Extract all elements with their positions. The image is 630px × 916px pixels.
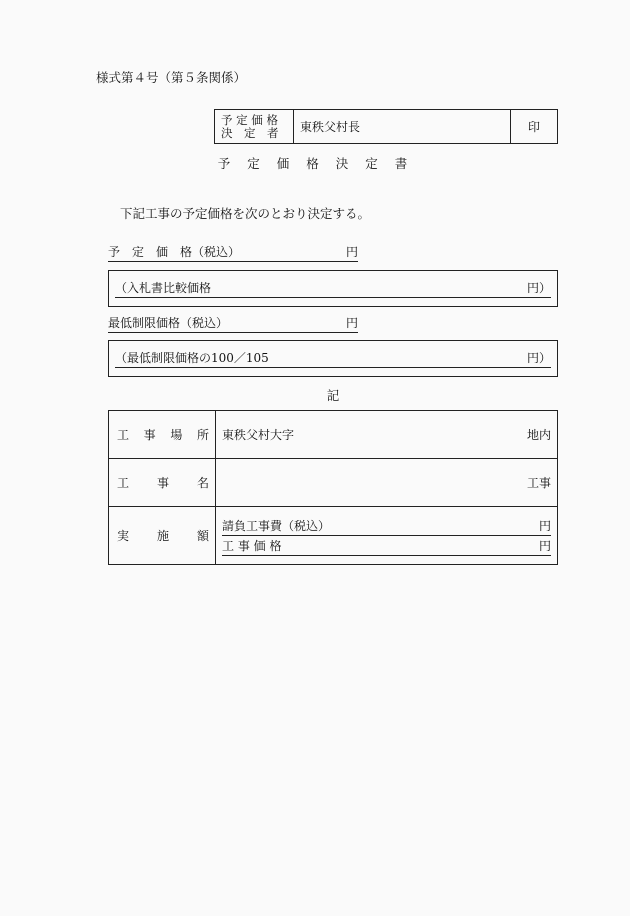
location-header: 工 事 場 所 [109,411,216,459]
work-price-label: 工 事 価 格 [222,538,282,553]
decider-label-line1: 予 定 価 格 [221,112,278,127]
work-details-table [108,410,558,565]
work-price-line [222,536,551,556]
planned-price-line [108,244,358,262]
location-value: 東秩父村大字 [222,428,295,442]
amount-header: 実 施 額 [109,507,216,565]
minimum-price-box-unit: 円） [526,351,551,365]
minimum-price-box [108,340,558,377]
planned-price-label: 予 定 価 格（税込） [108,245,241,259]
seal-mark: 印 [527,120,540,134]
location-cell [216,411,558,459]
location-suffix: 地内 [526,428,551,442]
bid-comparison-label: （入札書比較価格 [115,281,212,295]
contract-cost-unit: 円 [538,518,551,533]
table-row-amount [109,507,558,565]
table-row-work-name [109,459,558,507]
work-name-suffix: 工事 [526,476,551,490]
contract-cost-label: 請負工事費（税込） [222,518,331,533]
minimum-price-line [108,315,358,333]
decider-name: 東秩父村長 [294,110,511,143]
intro-text: 下記工事の予定価格を次のとおり決定する。 [120,206,371,221]
work-name-header: 工 事 名 [109,459,216,507]
decider-label-line2: 決 定 者 [221,125,279,140]
minimum-price-unit: 円 [345,316,358,330]
work-name-cell [216,459,558,507]
work-price-unit: 円 [538,538,551,553]
decider-label [215,110,294,143]
minimum-price-box-label: （最低制限価格の100／105 [115,351,269,365]
table-row-location [109,411,558,459]
planned-price-unit: 円 [345,245,358,259]
document-title: 予定価格決定書 [217,156,425,171]
amount-cell [216,507,558,565]
contract-cost-line [222,516,551,536]
minimum-price-label: 最低制限価格（税込） [108,316,229,330]
ki-heading: 記 [326,388,340,403]
form-number: 様式第４号（第５条関係） [96,70,247,85]
bid-comparison-box [108,270,558,307]
decider-box [214,109,558,144]
bid-comparison-unit: 円） [526,281,551,295]
